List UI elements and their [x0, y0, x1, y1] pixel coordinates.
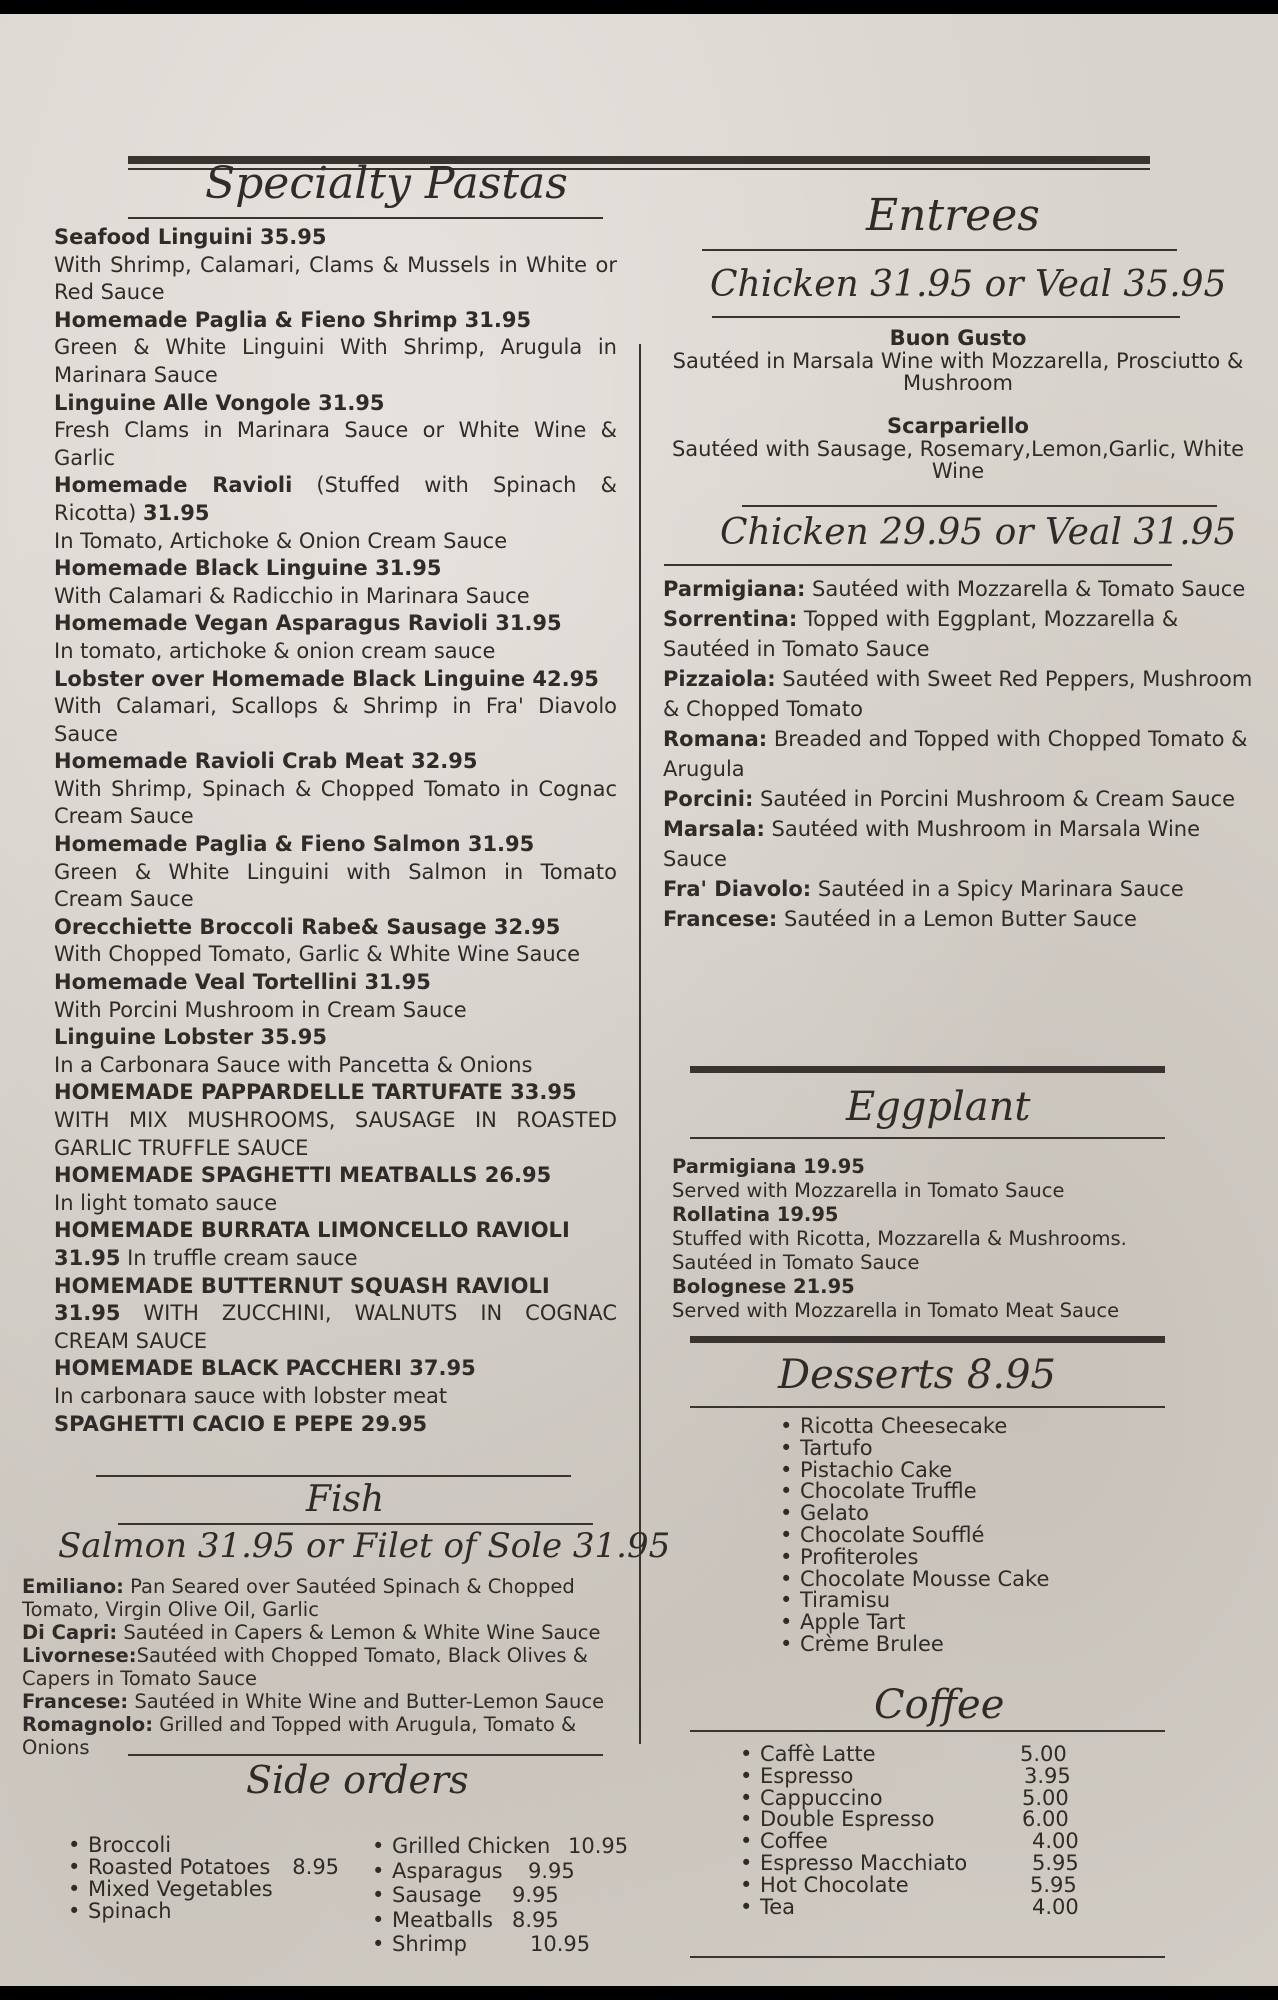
pasta-desc: With Chopped Tomato, Garlic & White Wine Sauce — [54, 942, 581, 967]
pasta-item: SPAGHETTI CACIO E PEPE 29.95 — [54, 1411, 428, 1436]
dessert-item: • Gelato — [780, 1503, 1049, 1525]
desserts-title: Desserts 8.95 — [778, 1352, 1056, 1398]
fish-item: Di Capri: Sautéed in Capers & Lemon & White Wine Sauce — [22, 1621, 601, 1644]
pasta-desc: With Calamari, Scallops & Shrimp in Fra' Diavolo Sauce — [54, 694, 617, 746]
pasta-item: Homemade Paglia & Fieno Salmon 31.95 — [54, 832, 535, 857]
coffee-title: Coffee — [874, 1682, 1005, 1728]
pastas-title: Specialty Pastas — [205, 158, 568, 209]
menu-page — [0, 14, 1278, 1986]
pasta-desc: Green & White Linguini with Salmon in Tomato Cream Sauce — [54, 859, 617, 912]
entree-item: Sorrentina: Topped with Eggplant, Mozzarella & Sautéed in Tomato Sauce — [663, 607, 1179, 661]
entrees-title-rule — [702, 249, 1177, 251]
pasta-desc: In a Carbonara Sauce with Pancetta & Onions — [54, 1052, 533, 1077]
entree-item: Marsala: Sautéed with Mushroom in Marsala Wine Sauce — [663, 817, 1201, 871]
entrees-sub1: Chicken 31.95 or Veal 35.95 — [710, 264, 1227, 305]
fish-item: Livornese:Sautéed with Chopped Tomato, Black Olives & Capers in Tomato Sauce — [22, 1644, 588, 1690]
fish-item: Emiliano: Pan Seared over Sautéed Spinach & Chopped Tomato, Virgin Olive Oil, Garlic — [22, 1575, 575, 1621]
eggplant-item: Rollatina 19.95 — [672, 1203, 839, 1226]
side-item: • Grilled Chicken 10.95 — [372, 1834, 550, 1859]
eggplant-title: Eggplant — [846, 1084, 1031, 1130]
coffee-list — [740, 1742, 1079, 1919]
special-name: Scarpariello — [887, 414, 1029, 438]
dessert-item: • Apple Tart — [780, 1612, 1049, 1634]
pasta-desc: In carbonara sauce with lobster meat — [54, 1383, 448, 1408]
pastas-list — [54, 224, 617, 1438]
fish-subtitle: Salmon 31.95 or Filet of Sole 31.95 — [58, 1526, 671, 1566]
coffee-bottom-rule — [690, 1956, 1165, 1958]
coffee-item: • Tea 4.00 — [740, 1897, 967, 1919]
dessert-item: • Tartufo — [780, 1438, 1049, 1460]
side-item: • Roasted Potatoes 8.95 — [68, 1856, 339, 1878]
coffee-item: • Espresso 3.95 — [740, 1766, 967, 1788]
fish-list — [22, 1575, 634, 1759]
pasta-item: Homemade Paglia & Fieno Shrimp 31.95 — [54, 307, 532, 332]
desserts-title-rule — [690, 1406, 1165, 1408]
pasta-desc: Fresh Clams in Marinara Sauce or White Wine & Garlic — [54, 418, 617, 470]
pasta-item: HOMEMADE PAPPARDELLE TARTUFATE 33.95 — [54, 1080, 577, 1105]
entrees-sub1-rule — [712, 316, 1180, 318]
pasta-desc: Green & White Linguini With Shrimp, Arugula in Marinara Sauce — [54, 335, 617, 387]
pasta-item: Lobster over Homemade Black Linguine 42.95 — [54, 666, 599, 691]
pasta-item: Homemade Vegan Asparagus Ravioli 31.95 — [54, 611, 562, 636]
entree-item: Francese: Sautéed in a Lemon Butter Sauce — [663, 907, 1137, 931]
eggplant-desc: Served with Mozzarella in Tomato Meat Sauce — [672, 1299, 1120, 1322]
fish-title: Fish — [306, 1479, 385, 1520]
pasta-item: Homemade Ravioli (Stuffed with Spinach & Ricotta) 31.95 — [54, 473, 617, 525]
pasta-desc: With Shrimp, Spinach & Chopped Tomato in Cognac Cream Sauce — [54, 776, 617, 829]
eggplant-desc: Served with Mozzarella in Tomato Sauce — [672, 1179, 1065, 1202]
coffee-title-rule — [690, 1730, 1165, 1732]
side-item: • Shrimp 10.95 — [372, 1932, 550, 1957]
eggplant-item: Parmigiana 19.95 — [672, 1155, 865, 1178]
sides-left-list — [68, 1834, 339, 1922]
desserts-top-rule — [690, 1336, 1165, 1343]
pasta-desc: With Porcini Mushroom in Cream Sauce — [54, 997, 467, 1022]
entrees-title: Entrees — [866, 190, 1040, 241]
entrees-sub2-rule — [664, 564, 1172, 566]
dessert-item: • Profiteroles — [780, 1547, 1049, 1569]
side-item: • Spinach — [68, 1900, 339, 1922]
pasta-desc: With Calamari & Radicchio in Marinara Sauce — [54, 583, 530, 608]
entree-item: Porcini: Sautéed in Porcini Mushroom & Cream Sauce — [663, 787, 1236, 811]
sides-top-rule — [128, 1754, 603, 1756]
special-name: Buon Gusto — [889, 326, 1027, 350]
pasta-item: HOMEMADE BURRATA LIMONCELLO RAVIOLI — [54, 1218, 570, 1243]
entrees-specials — [648, 326, 1268, 482]
entree-item: Pizzaiola: Sautéed with Sweet Red Peppers, Mushroom & Chopped Tomato — [663, 667, 1253, 721]
eggplant-title-rule — [690, 1137, 1165, 1139]
pasta-item: Homemade Veal Tortellini 31.95 — [54, 970, 431, 995]
fish-item: Romagnolo: Grilled and Topped with Arugula, Tomato & Onions — [22, 1713, 577, 1759]
fish-title-rule — [118, 1523, 593, 1525]
entree-item: Romana: Breaded and Topped with Chopped Tomato & Arugula — [663, 727, 1248, 781]
pastas-title-rule — [128, 217, 603, 219]
entree-item: Parmigiana: Sautéed with Mozzarella & Tomato Sauce — [663, 577, 1246, 601]
pasta-desc: With Shrimp, Calamari, Clams & Mussels in White or Red Sauce — [54, 252, 617, 305]
eggplant-list — [672, 1155, 1272, 1323]
side-item: • Sausage 9.95 — [372, 1883, 550, 1908]
pasta-item: Homemade Black Linguine 31.95 — [54, 556, 442, 581]
pasta-desc: WITH MIX MUSHROOMS, SAUSAGE IN ROASTED GARLIC TRUFFLE SAUCE — [54, 1108, 617, 1160]
pasta-item: Seafood Linguini 35.95 — [54, 225, 327, 249]
pasta-item: HOMEMADE BLACK PACCHERI 37.95 — [54, 1356, 476, 1381]
special-desc: Sautéed with Sausage, Rosemary,Lemon,Garlic, White Wine — [671, 437, 1245, 483]
pasta-item: Linguine Lobster 35.95 — [54, 1025, 327, 1050]
dessert-item: • Chocolate Mousse Cake — [780, 1569, 1049, 1591]
pasta-item: Linguine Alle Vongole 31.95 — [54, 390, 385, 415]
coffee-item: • Caffè Latte 5.00 — [740, 1744, 967, 1766]
coffee-item: • Double Espresso 6.00 — [740, 1809, 967, 1831]
dessert-item: • Chocolate Soufflé — [780, 1525, 1049, 1547]
pasta-item: Homemade Ravioli Crab Meat 32.95 — [54, 749, 478, 774]
sides-title: Side orders — [246, 1758, 469, 1802]
pasta-desc: In light tomato sauce — [54, 1190, 278, 1215]
coffee-item: • Espresso Macchiato 5.95 — [740, 1853, 967, 1875]
pasta-item: HOMEMADE SPAGHETTI MEATBALLS 26.95 — [54, 1163, 552, 1188]
fish-item: Francese: Sautéed in White Wine and Butter-Lemon Sauce — [22, 1690, 605, 1713]
special-desc: Sautéed in Marsala Wine with Mozzarella, Prosciutto & Mushroom — [672, 349, 1244, 395]
side-item: • Mixed Vegetables — [68, 1878, 339, 1900]
dessert-item: • Chocolate Truffle — [780, 1481, 1049, 1503]
coffee-item: • Hot Chocolate 5.95 — [740, 1875, 967, 1897]
dessert-item: • Pistachio Cake — [780, 1460, 1049, 1482]
pasta-item: Orecchiette Broccoli Rabe& Sausage 32.95 — [54, 914, 561, 939]
pasta-desc: 31.95 WITH ZUCCHINI, WALNUTS IN COGNAC CREAM SAUCE — [54, 1301, 617, 1353]
dessert-item: • Crème Brulee — [780, 1634, 1049, 1656]
pasta-desc: In Tomato, Artichoke & Onion Cream Sauce — [54, 528, 508, 553]
coffee-item: • Coffee 4.00 — [740, 1831, 967, 1853]
side-item: • Meatballs 8.95 — [372, 1908, 550, 1933]
pasta-desc: In tomato, artichoke & onion cream sauce — [54, 638, 496, 663]
dessert-item: • Ricotta Cheesecake — [780, 1416, 1049, 1438]
side-item: • Broccoli — [68, 1834, 339, 1856]
eggplant-desc: Stuffed with Ricotta, Mozzarella & Mushrooms. Sautéed in Tomato Sauce — [672, 1227, 1127, 1274]
entrees-list — [663, 574, 1263, 934]
pasta-item: HOMEMADE BUTTERNUT SQUASH RAVIOLI — [54, 1273, 550, 1298]
fish-top-rule — [96, 1475, 571, 1477]
desserts-list — [780, 1416, 1049, 1656]
entree-item: Fra' Diavolo: Sautéed in a Spicy Marinara Sauce — [663, 877, 1184, 901]
dessert-item: • Tiramisu — [780, 1590, 1049, 1612]
entrees-sub2: Chicken 29.95 or Veal 31.95 — [720, 512, 1237, 553]
pasta-desc: 31.95 In truffle cream sauce — [54, 1245, 358, 1270]
eggplant-top-rule — [690, 1066, 1165, 1073]
eggplant-item: Bolognese 21.95 — [672, 1275, 855, 1298]
coffee-item: • Cappuccino 5.00 — [740, 1788, 967, 1810]
sides-right-list — [372, 1834, 629, 1957]
side-item: • Asparagus 9.95 — [372, 1859, 550, 1884]
entrees-sub2-top-rule — [742, 505, 1217, 507]
